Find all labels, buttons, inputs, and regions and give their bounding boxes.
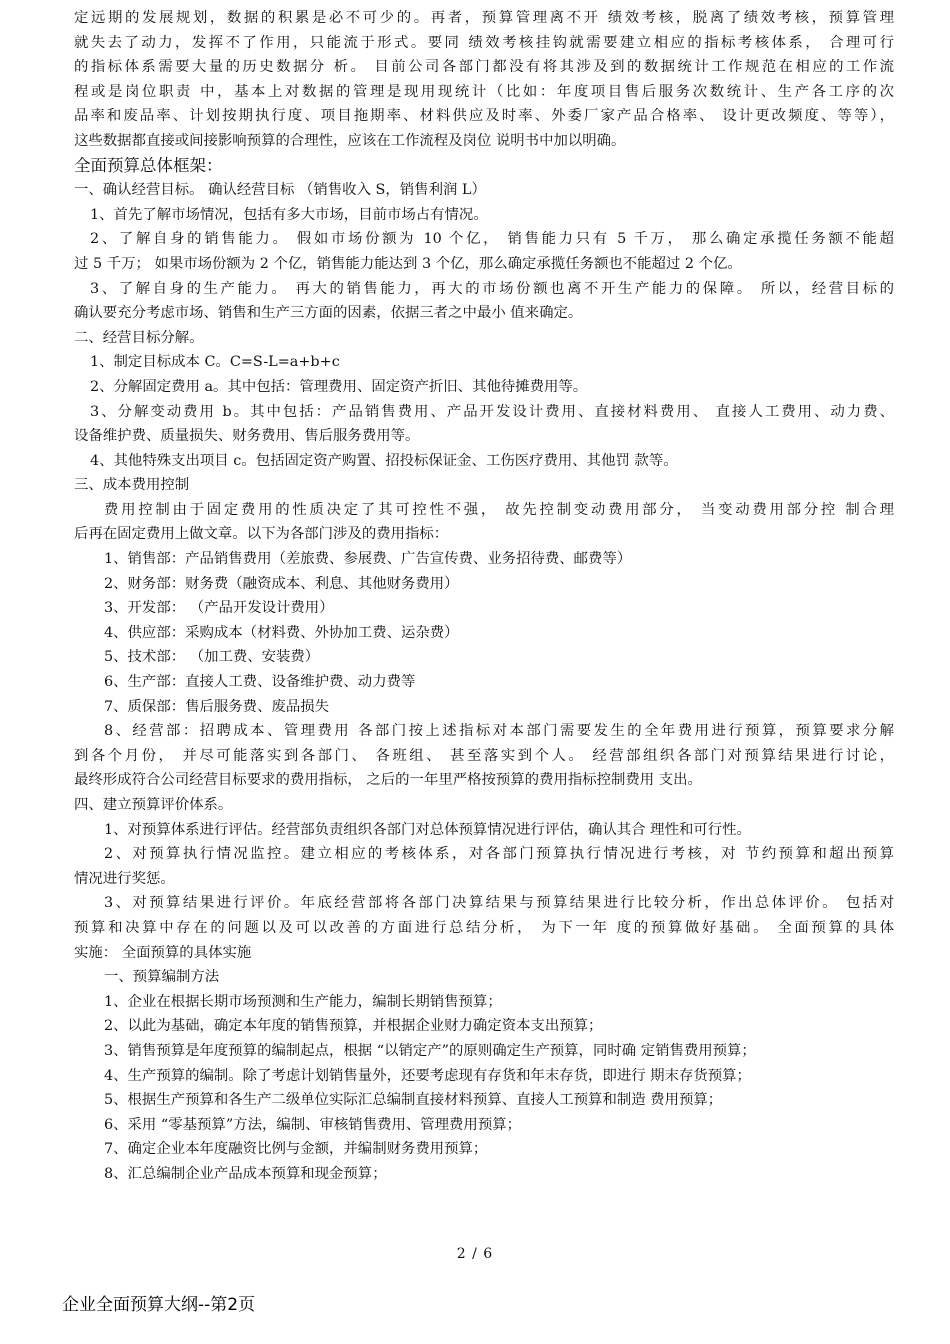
paragraph-line: 过 5 千万； 如果市场份额为 2 个亿，销售能力能达到 3 个亿，那么确定承揽任务额也不能超过 2 个亿。 <box>74 255 742 272</box>
paragraph-line: 这些数据都直接或间接影响预算的合理性，应该在工作流程及岗位 说明书中加以明确。 <box>74 132 626 149</box>
list-item: 7、质保部：售后服务费、废品损失 <box>104 698 330 715</box>
paragraph-line: 定远期的发展规划，数据的积累是必不可少的。再者，预算管理离不开 绩效考核，脱离了绩效考核，预算管理 <box>74 10 894 26</box>
list-item: 1、销售部：产品销售费用（差旅费、参展费、广告宣传费、业务招待费、邮费等） <box>104 551 632 568</box>
list-item: 6、采用 “零基预算”方法，编制、审核销售费用、管理费用预算； <box>104 1116 521 1133</box>
page-number: 2 / 6 <box>456 1246 494 1262</box>
list-item: 2、了解自身的销售能力。 假如市场份额为 10 个亿， 销售能力只有 5 千万， 那么确定承揽任务额不能超 <box>90 231 894 248</box>
paragraph-line: 品率和废品率、计划按期执行度、项目拖期率、材料供应及时率、外委厂家产品合格率、 设计更改频度、等等）， <box>74 108 894 125</box>
paragraph-line: 设备维护费、质量损失、财务费用、售后服务费用等。 <box>74 428 420 445</box>
list-item: 3、分解变动费用 b。其中包括：产品销售费用、产品开发设计费用、直接材料费用、 直接人工费用、动力费、 <box>90 403 894 420</box>
paragraph-line: 后再在固定费用上做文章。以下为各部门涉及的费用指标： <box>74 526 449 543</box>
paragraph-line: 就失去了动力，发挥不了作用，只能流于形式。要同 绩效考核挂钩就需要建立相应的指标考核体系， 合理可行 <box>74 34 894 51</box>
paragraph-line: 最终形成符合公司经营目标要求的费用指标， 之后的一年里严格按预算的费用指标控制费用 支出。 <box>74 772 702 789</box>
paragraph-line: 确认要充分考虑市场、销售和生产三方面的因素，依据三者之中最小 值来确定。 <box>74 305 583 322</box>
list-item: 7、确定企业本年度融资比例与金额，并编制财务费用预算； <box>104 1141 488 1158</box>
list-item: 4、生产预算的编制。除了考虑计划销售量外，还要考虑现有存货和年末存货，即进行 期末存货预算； <box>104 1067 751 1084</box>
list-item: 3、开发部： （产品开发设计费用） <box>104 600 334 617</box>
list-item: 5、根据生产预算和各生产二级单位实际汇总编制直接材料预算、直接人工预算和制造 费用预算； <box>104 1092 723 1109</box>
paragraph-line: 的指标体系需要大量的历史数据分 析。 目前公司各部门都没有将其涉及到的数据统计工作规范在相应的工作流 <box>74 59 894 76</box>
section-heading: 三、成本费用控制 <box>74 477 190 494</box>
document-footer-title: 企业全面预算大纲--第2页 <box>62 1295 256 1315</box>
list-item: 3、了解自身的生产能力。 再大的销售能力，再大的市场份额也离不开生产能力的保障。 所以，经营目标的 <box>90 280 894 297</box>
section-heading: 一、确认经营目标。 确认经营目标 （销售收入 S，销售利润 L） <box>74 182 486 199</box>
list-item: 2、对预算执行情况监控。建立相应的考核体系，对各部门预算执行情况进行考核，对 节约预算和超出预算 <box>104 846 894 863</box>
list-item: 8、经营部：招聘成本、管理费用 各部门按上述指标对本部门需要发生的全年费用进行预算，预算要求分解 <box>104 723 894 740</box>
paragraph-line: 实施： 全面预算的具体实施 <box>74 944 252 961</box>
section-heading: 二、经营目标分解。 <box>74 329 204 346</box>
list-item: 4、供应部：采购成本（材料费、外协加工费、运杂费） <box>104 624 459 641</box>
list-item: 1、首先了解市场情况，包括有多大市场，目前市场占有情况。 <box>90 206 488 223</box>
paragraph-line: 程或是岗位职责 中，基本上对数据的管理是现用现统计（比如：年度项目售后服务次数统计、生产各工序的次 <box>74 83 894 100</box>
list-item: 3、销售预算是年度预算的编制起点，根据 “以销定产”的原则确定生产预算，同时确 定销售费用预算； <box>104 1042 756 1059</box>
paragraph-line: 预算和决算中存在的问题以及可以改善的方面进行总结分析， 为下一年 度的预算做好基础。 全面预算的具体 <box>74 919 894 936</box>
list-item: 1、对预算体系进行评估。经营部负责组织各部门对总体预算情况进行评估，确认其合 理性和可行性。 <box>104 821 751 838</box>
list-item: 2、财务部：财务费（融资成本、利息、其他财务费用） <box>104 575 459 592</box>
list-item: 1、制定目标成本 C。C=S-L=a+b+c <box>90 354 340 371</box>
list-item: 5、技术部： （加工费、安装费） <box>104 649 320 666</box>
section-heading: 全面预算总体框架： <box>74 155 223 175</box>
list-item: 2、以此为基础，确定本年度的销售预算，并根据企业财力确定资本支出预算； <box>104 1018 603 1035</box>
section-heading: 一、预算编制方法 <box>104 969 220 986</box>
document-body <box>74 6 894 1187</box>
paragraph-line: 费用控制由于固定费用的性质决定了其可控性不强， 故先控制变动费用部分， 当变动费用部分控 制合理 <box>104 501 894 518</box>
list-item: 2、分解固定费用 a。其中包括：管理费用、固定资产折旧、其他待摊费用等。 <box>90 378 588 395</box>
list-item: 1、企业在根据长期市场预测和生产能力，编制长期销售预算； <box>104 993 502 1010</box>
paragraph-line: 情况进行奖惩。 <box>74 870 175 887</box>
paragraph-line: 到各个月份， 并尽可能落实到各部门、 各班组、 甚至落实到个人。 经营部组织各部门对预算结果进行讨论， <box>74 747 894 764</box>
list-item: 8、汇总编制企业产品成本预算和现金预算； <box>104 1165 387 1182</box>
list-item: 4、其他特殊支出项目 c。包括固定资产购置、招投标保证金、工伤医疗费用、其他罚 款等。 <box>90 452 678 469</box>
section-heading: 四、建立预算评价体系。 <box>74 797 233 813</box>
list-item: 6、生产部：直接人工费、设备维护费、动力费等 <box>104 674 416 691</box>
list-item: 3、对预算结果进行评价。年底经营部将各部门决算结果与预算结果进行比较分析，作出总体评价。 包括对 <box>104 895 894 912</box>
